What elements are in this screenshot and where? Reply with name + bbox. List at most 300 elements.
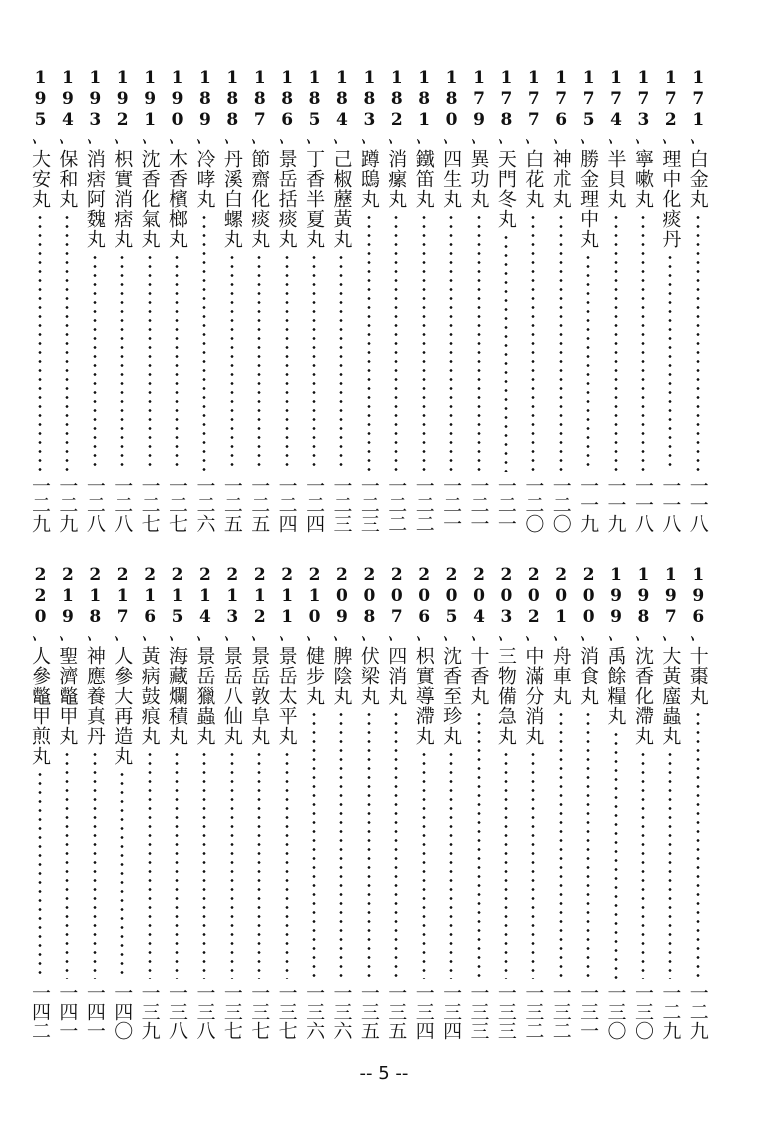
enumeration-comma: 、: [332, 627, 351, 647]
enumeration-comma: 、: [359, 627, 379, 647]
toc-entry: [576, 68, 600, 533]
enumeration-comma: 、: [112, 130, 132, 150]
leader-dots: [312, 253, 316, 472]
entry-number: 199: [606, 565, 627, 628]
entry-number: 201: [551, 565, 572, 628]
toc-entry: [55, 68, 79, 533]
entry-title: 四消丸: [385, 646, 408, 706]
enumeration-comma: 、: [277, 627, 296, 647]
entry-page-number: 一四一: [56, 983, 79, 1040]
entry-title: 枳實導滯丸: [412, 646, 435, 746]
toc-entry: [83, 565, 107, 1040]
toc-entry: [247, 68, 271, 533]
enumeration-comma: 、: [249, 627, 269, 647]
leader-dots: [202, 213, 206, 472]
entry-page-number: 一二五: [220, 476, 243, 533]
enumeration-comma: 、: [606, 130, 625, 150]
entry-number: 217: [112, 565, 133, 628]
leader-dots: [38, 770, 42, 979]
entry-page-number: 一二九: [29, 476, 51, 533]
enumeration-comma: 、: [633, 130, 653, 150]
entry-number: 200: [578, 565, 599, 628]
enumeration-comma: 、: [578, 130, 598, 150]
entry-page-number: 一三四: [440, 983, 463, 1040]
entry-page-number: 一三八: [166, 983, 189, 1040]
enumeration-comma: 、: [469, 130, 488, 150]
leader-dots: [531, 213, 535, 472]
toc-entry: [220, 565, 244, 1040]
toc-entry: [604, 68, 628, 533]
toc-entry: [549, 565, 573, 1040]
enumeration-comma: 、: [140, 130, 159, 150]
entry-number: 218: [85, 565, 106, 628]
entry-number: 184: [331, 68, 352, 131]
enumeration-comma: 、: [578, 627, 598, 647]
entry-page-number: 一二三: [357, 476, 380, 533]
entry-number: 173: [633, 68, 654, 131]
enumeration-comma: 、: [304, 130, 324, 150]
leader-dots: [614, 730, 618, 979]
entry-title: 白金丸: [686, 149, 709, 209]
entry-title: 十香丸: [467, 646, 490, 706]
entry-title: 脾陰丸: [330, 646, 353, 706]
entry-page-number: 一二六: [193, 476, 216, 533]
toc-entry: [165, 565, 189, 1040]
entry-page-number: 一三七: [220, 983, 243, 1040]
entry-page-number: 一三六: [330, 983, 353, 1040]
entry-page-number: 一三五: [385, 983, 408, 1040]
entry-title: 神朮丸: [549, 149, 572, 209]
entry-number: 208: [359, 565, 380, 628]
entry-title: 伏梁丸: [357, 646, 380, 706]
enumeration-comma: 、: [167, 627, 187, 647]
entry-number: 187: [249, 68, 270, 131]
entry-title: 舟車丸: [549, 646, 572, 706]
enumeration-comma: 、: [523, 627, 543, 647]
entry-number: 174: [606, 68, 627, 131]
enumeration-comma: 、: [30, 130, 50, 150]
entry-title: 蹲鴟丸: [357, 149, 380, 209]
entry-title: 海藏爛積丸: [166, 646, 189, 746]
leader-dots: [230, 750, 234, 979]
leader-dots: [312, 710, 316, 979]
entry-number: 206: [414, 565, 435, 628]
entry-number: 194: [57, 68, 78, 131]
enumeration-comma: 、: [167, 130, 187, 150]
entry-page-number: 一二七: [138, 476, 161, 533]
toc-entry: [549, 68, 573, 533]
entry-title: 己椒藶黃丸: [330, 149, 353, 249]
leader-dots: [641, 213, 645, 472]
entry-title: 節齋化痰丸: [248, 149, 271, 249]
toc-entry: [329, 565, 353, 1040]
toc-entry: [165, 68, 189, 533]
enumeration-comma: 、: [195, 627, 214, 647]
toc-bottom-block: [28, 565, 710, 1040]
leader-dots: [449, 750, 453, 979]
enumeration-comma: 、: [112, 627, 132, 647]
entry-page-number: 一四二: [29, 983, 51, 1040]
leader-dots: [339, 710, 343, 979]
entry-title: 人參大再造丸: [111, 646, 134, 766]
entry-title: 枳實消痞丸: [111, 149, 134, 249]
entry-title: 半貝丸: [604, 149, 627, 209]
entry-number: 171: [688, 68, 709, 131]
enumeration-comma: 、: [688, 130, 708, 150]
entry-title: 冷哮丸: [193, 149, 216, 209]
toc-entry: [686, 565, 710, 1040]
toc-entry: [576, 565, 600, 1040]
entry-number: 212: [249, 565, 270, 628]
enumeration-comma: 、: [222, 130, 242, 150]
enumeration-comma: 、: [523, 130, 543, 150]
entry-title: 中滿分消丸: [522, 646, 545, 746]
leader-dots: [38, 213, 42, 472]
entry-page-number: 一三二: [549, 983, 572, 1040]
leader-dots: [148, 253, 152, 472]
entry-page-number: 一二四: [303, 476, 326, 533]
toc-entry: [192, 68, 216, 533]
leader-dots: [586, 253, 590, 472]
entry-number: 191: [140, 68, 161, 131]
entry-title: 白花丸: [522, 149, 545, 209]
leader-dots: [257, 750, 261, 979]
page-number-footer: -- 5 --: [359, 1063, 409, 1084]
leader-dots: [449, 213, 453, 472]
leader-dots: [339, 253, 343, 472]
entry-page-number: 一三七: [248, 983, 271, 1040]
entry-title: 健步丸: [303, 646, 326, 706]
enumeration-comma: 、: [469, 627, 488, 647]
toc-entry: [55, 565, 79, 1040]
leader-dots: [120, 253, 124, 472]
leader-dots: [93, 750, 97, 979]
leader-dots: [504, 233, 508, 472]
leader-dots: [531, 750, 535, 979]
entry-number: 197: [660, 565, 681, 628]
entry-page-number: 一二三: [330, 476, 353, 533]
entry-page-number: 一二一: [467, 476, 490, 533]
enumeration-comma: 、: [414, 627, 434, 647]
enumeration-comma: 、: [58, 130, 77, 150]
toc-top-block: [28, 68, 710, 533]
entry-page-number: 一一八: [659, 476, 682, 533]
entry-number: 211: [277, 565, 298, 628]
enumeration-comma: 、: [441, 627, 461, 647]
entry-title: 天門冬丸: [494, 149, 517, 229]
toc-entry: [658, 68, 682, 533]
toc-entry: [439, 68, 463, 533]
entry-title: 沈香至珍丸: [440, 646, 463, 746]
entry-title: 十棗丸: [686, 646, 709, 706]
entry-title: 黃病鼓痕丸: [138, 646, 161, 746]
toc-entry: [384, 68, 408, 533]
toc-entry: [220, 68, 244, 533]
entry-number: 181: [414, 68, 435, 131]
enumeration-comma: 、: [85, 130, 105, 150]
leader-dots: [504, 750, 508, 979]
toc-entry: [275, 565, 299, 1040]
toc-entry: [138, 565, 162, 1040]
toc-entry: [28, 68, 52, 533]
entry-page-number: 一三九: [138, 983, 161, 1040]
leader-dots: [586, 710, 590, 979]
entry-number: 176: [551, 68, 572, 131]
toc-entry: [138, 68, 162, 533]
enumeration-comma: 、: [386, 130, 406, 150]
entry-title: 景岳獵蟲丸: [193, 646, 216, 746]
entry-page-number: 一二五: [248, 476, 271, 533]
toc-entry: [604, 565, 628, 1040]
entry-page-number: 一二〇: [522, 476, 545, 533]
entry-page-number: 一三一: [577, 983, 600, 1040]
entry-page-number: 一二八: [83, 476, 106, 533]
leader-dots: [668, 253, 672, 472]
toc-entry: [247, 565, 271, 1040]
leader-dots: [65, 750, 69, 979]
enumeration-comma: 、: [222, 627, 242, 647]
leader-dots: [477, 710, 481, 979]
leader-dots: [285, 750, 289, 979]
entry-number: 179: [469, 68, 489, 131]
entry-page-number: 一二七: [166, 476, 189, 533]
entry-page-number: 一三〇: [631, 983, 654, 1040]
entry-number: 215: [167, 565, 188, 628]
entry-page-number: 一三五: [357, 983, 380, 1040]
entry-page-number: 一一九: [577, 476, 600, 533]
toc-entry: [192, 565, 216, 1040]
leader-dots: [422, 750, 426, 979]
entry-title: 丹溪白螺丸: [220, 149, 243, 249]
entry-number: 183: [359, 68, 380, 131]
leader-dots: [93, 253, 97, 472]
entry-number: 172: [660, 68, 681, 131]
entry-number: 204: [469, 565, 489, 628]
enumeration-comma: 、: [386, 627, 406, 647]
leader-dots: [148, 750, 152, 979]
entry-number: 178: [496, 68, 517, 131]
leader-dots: [614, 213, 618, 472]
entry-number: 196: [688, 565, 709, 628]
leader-dots: [120, 770, 124, 979]
entry-number: 190: [167, 68, 188, 131]
toc-entry: [467, 68, 491, 533]
toc-entry: [521, 565, 545, 1040]
entry-title: 消痞阿魏丸: [83, 149, 106, 249]
toc-entry: [302, 68, 326, 533]
entry-number: 180: [441, 68, 462, 131]
leader-dots: [65, 213, 69, 472]
entry-number: 182: [386, 68, 407, 131]
toc-entry: [521, 68, 545, 533]
enumeration-comma: 、: [30, 627, 50, 647]
enumeration-comma: 、: [606, 627, 625, 647]
toc-entry: [631, 565, 655, 1040]
toc-entry: [275, 68, 299, 533]
entry-number: 207: [386, 565, 407, 628]
entry-page-number: 一三四: [412, 983, 435, 1040]
leader-dots: [696, 213, 700, 472]
entry-title: 人參鼈甲煎丸: [29, 646, 51, 766]
entry-title: 丁香半夏丸: [303, 149, 326, 249]
toc-entry: [357, 565, 381, 1040]
entry-number: 175: [578, 68, 599, 131]
toc-entry: [302, 565, 326, 1040]
entry-title: 四生丸: [440, 149, 463, 209]
enumeration-comma: 、: [496, 627, 516, 647]
leader-dots: [175, 750, 179, 979]
enumeration-comma: 、: [58, 627, 77, 647]
enumeration-comma: 、: [249, 130, 269, 150]
leader-dots: [257, 253, 261, 472]
leader-dots: [422, 213, 426, 472]
entry-title: 消瘰丸: [385, 149, 408, 209]
enumeration-comma: 、: [661, 627, 680, 647]
entry-number: 185: [304, 68, 325, 131]
leader-dots: [285, 253, 289, 472]
entry-title: 勝金理中丸: [577, 149, 600, 249]
entry-page-number: 一二一: [440, 476, 463, 533]
toc-entry: [467, 565, 491, 1040]
entry-title: 木香檳榔丸: [166, 149, 189, 249]
entry-title: 神應養真丹: [83, 646, 106, 746]
entry-number: 203: [496, 565, 517, 628]
leader-dots: [696, 710, 700, 979]
entry-number: 192: [112, 68, 133, 131]
entry-title: 異功丸: [467, 149, 490, 209]
entry-page-number: 一二九: [56, 476, 79, 533]
entry-number: 219: [57, 565, 78, 628]
entry-number: 189: [194, 68, 215, 131]
enumeration-comma: 、: [551, 627, 571, 647]
toc-entry: [439, 565, 463, 1040]
entry-page-number: 一三七: [275, 983, 298, 1040]
leader-dots: [477, 213, 481, 472]
leader-dots: [367, 213, 371, 472]
leader-dots: [559, 710, 563, 979]
entry-page-number: 一四一: [83, 983, 106, 1040]
entry-number: 209: [331, 565, 352, 628]
enumeration-comma: 、: [688, 627, 708, 647]
toc-entry: [494, 68, 518, 533]
entry-title: 保和丸: [56, 149, 79, 209]
entry-number: 188: [222, 68, 243, 131]
leader-dots: [394, 213, 398, 472]
toc-entry: [412, 68, 436, 533]
enumeration-comma: 、: [661, 130, 680, 150]
entry-page-number: 一三〇: [604, 983, 627, 1040]
enumeration-comma: 、: [85, 627, 105, 647]
entry-title: 沈香化氣丸: [138, 149, 161, 249]
entry-page-number: 一三八: [193, 983, 216, 1040]
entry-page-number: 一二八: [111, 476, 134, 533]
entry-number: 177: [523, 68, 544, 131]
entry-page-number: 一二一: [494, 476, 517, 533]
entry-number: 198: [633, 565, 654, 628]
entry-page-number: 一一八: [631, 476, 654, 533]
entry-title: 鐵笛丸: [412, 149, 435, 209]
entry-title: 景岳太平丸: [275, 646, 298, 746]
entry-page-number: 一二九: [659, 983, 682, 1040]
entry-title: 景岳括痰丸: [275, 149, 298, 249]
entry-page-number: 一二二: [385, 476, 408, 533]
leader-dots: [668, 750, 672, 979]
entry-page-number: 一二〇: [549, 476, 572, 533]
entry-title: 景岳敦阜丸: [248, 646, 271, 746]
entry-number: 205: [441, 565, 462, 628]
enumeration-comma: 、: [551, 130, 571, 150]
leader-dots: [641, 750, 645, 979]
leader-dots: [367, 710, 371, 979]
entry-title: 聖濟鼈甲丸: [56, 646, 79, 746]
toc-entry: [686, 68, 710, 533]
entry-number: 193: [85, 68, 106, 131]
enumeration-comma: 、: [195, 130, 214, 150]
entry-title: 沈香化滯丸: [631, 646, 654, 746]
entry-title: 寧嗽丸: [631, 149, 654, 209]
entry-number: 214: [194, 565, 215, 628]
leader-dots: [559, 213, 563, 472]
entry-page-number: 一三三: [467, 983, 490, 1040]
enumeration-comma: 、: [332, 130, 351, 150]
entry-number: 213: [222, 565, 243, 628]
enumeration-comma: 、: [633, 627, 653, 647]
toc-entry: [494, 565, 518, 1040]
toc-entry: [28, 565, 52, 1040]
leader-dots: [175, 253, 179, 472]
enumeration-comma: 、: [304, 627, 324, 647]
entry-number: 220: [30, 565, 51, 628]
entry-page-number: 一一九: [604, 476, 627, 533]
entry-page-number: 一四〇: [111, 983, 134, 1040]
toc-entry: [384, 565, 408, 1040]
leader-dots: [202, 750, 206, 979]
entry-number: 186: [277, 68, 298, 131]
toc-entry: [357, 68, 381, 533]
entry-title: 消食丸: [577, 646, 600, 706]
entry-page-number: 一二二: [412, 476, 435, 533]
entry-page-number: 一二四: [275, 476, 298, 533]
entry-page-number: 一三三: [494, 983, 517, 1040]
enumeration-comma: 、: [359, 130, 379, 150]
enumeration-comma: 、: [441, 130, 461, 150]
entry-title: 大黃䗪蟲丸: [659, 646, 682, 746]
entry-page-number: 一二九: [686, 983, 709, 1040]
enumeration-comma: 、: [414, 130, 434, 150]
entry-title: 理中化痰丹: [659, 149, 682, 249]
toc-entry: [329, 68, 353, 533]
enumeration-comma: 、: [496, 130, 516, 150]
entry-number: 195: [30, 68, 51, 131]
toc-entry: [110, 565, 134, 1040]
entry-title: 大安丸: [29, 149, 51, 209]
leader-dots: [230, 253, 234, 472]
entry-page-number: 一三六: [303, 983, 326, 1040]
entry-title: 景岳八仙丸: [220, 646, 243, 746]
entry-number: 216: [140, 565, 161, 628]
entry-number: 210: [304, 565, 325, 628]
entry-page-number: 一一八: [686, 476, 709, 533]
leader-dots: [394, 710, 398, 979]
entry-title: 三物備急丸: [494, 646, 517, 746]
toc-entry: [83, 68, 107, 533]
toc-entry: [412, 565, 436, 1040]
entry-page-number: 一三二: [522, 983, 545, 1040]
entry-number: 202: [523, 565, 544, 628]
toc-entry: [110, 68, 134, 533]
enumeration-comma: 、: [140, 627, 159, 647]
entry-title: 禹餘糧丸: [604, 646, 627, 726]
